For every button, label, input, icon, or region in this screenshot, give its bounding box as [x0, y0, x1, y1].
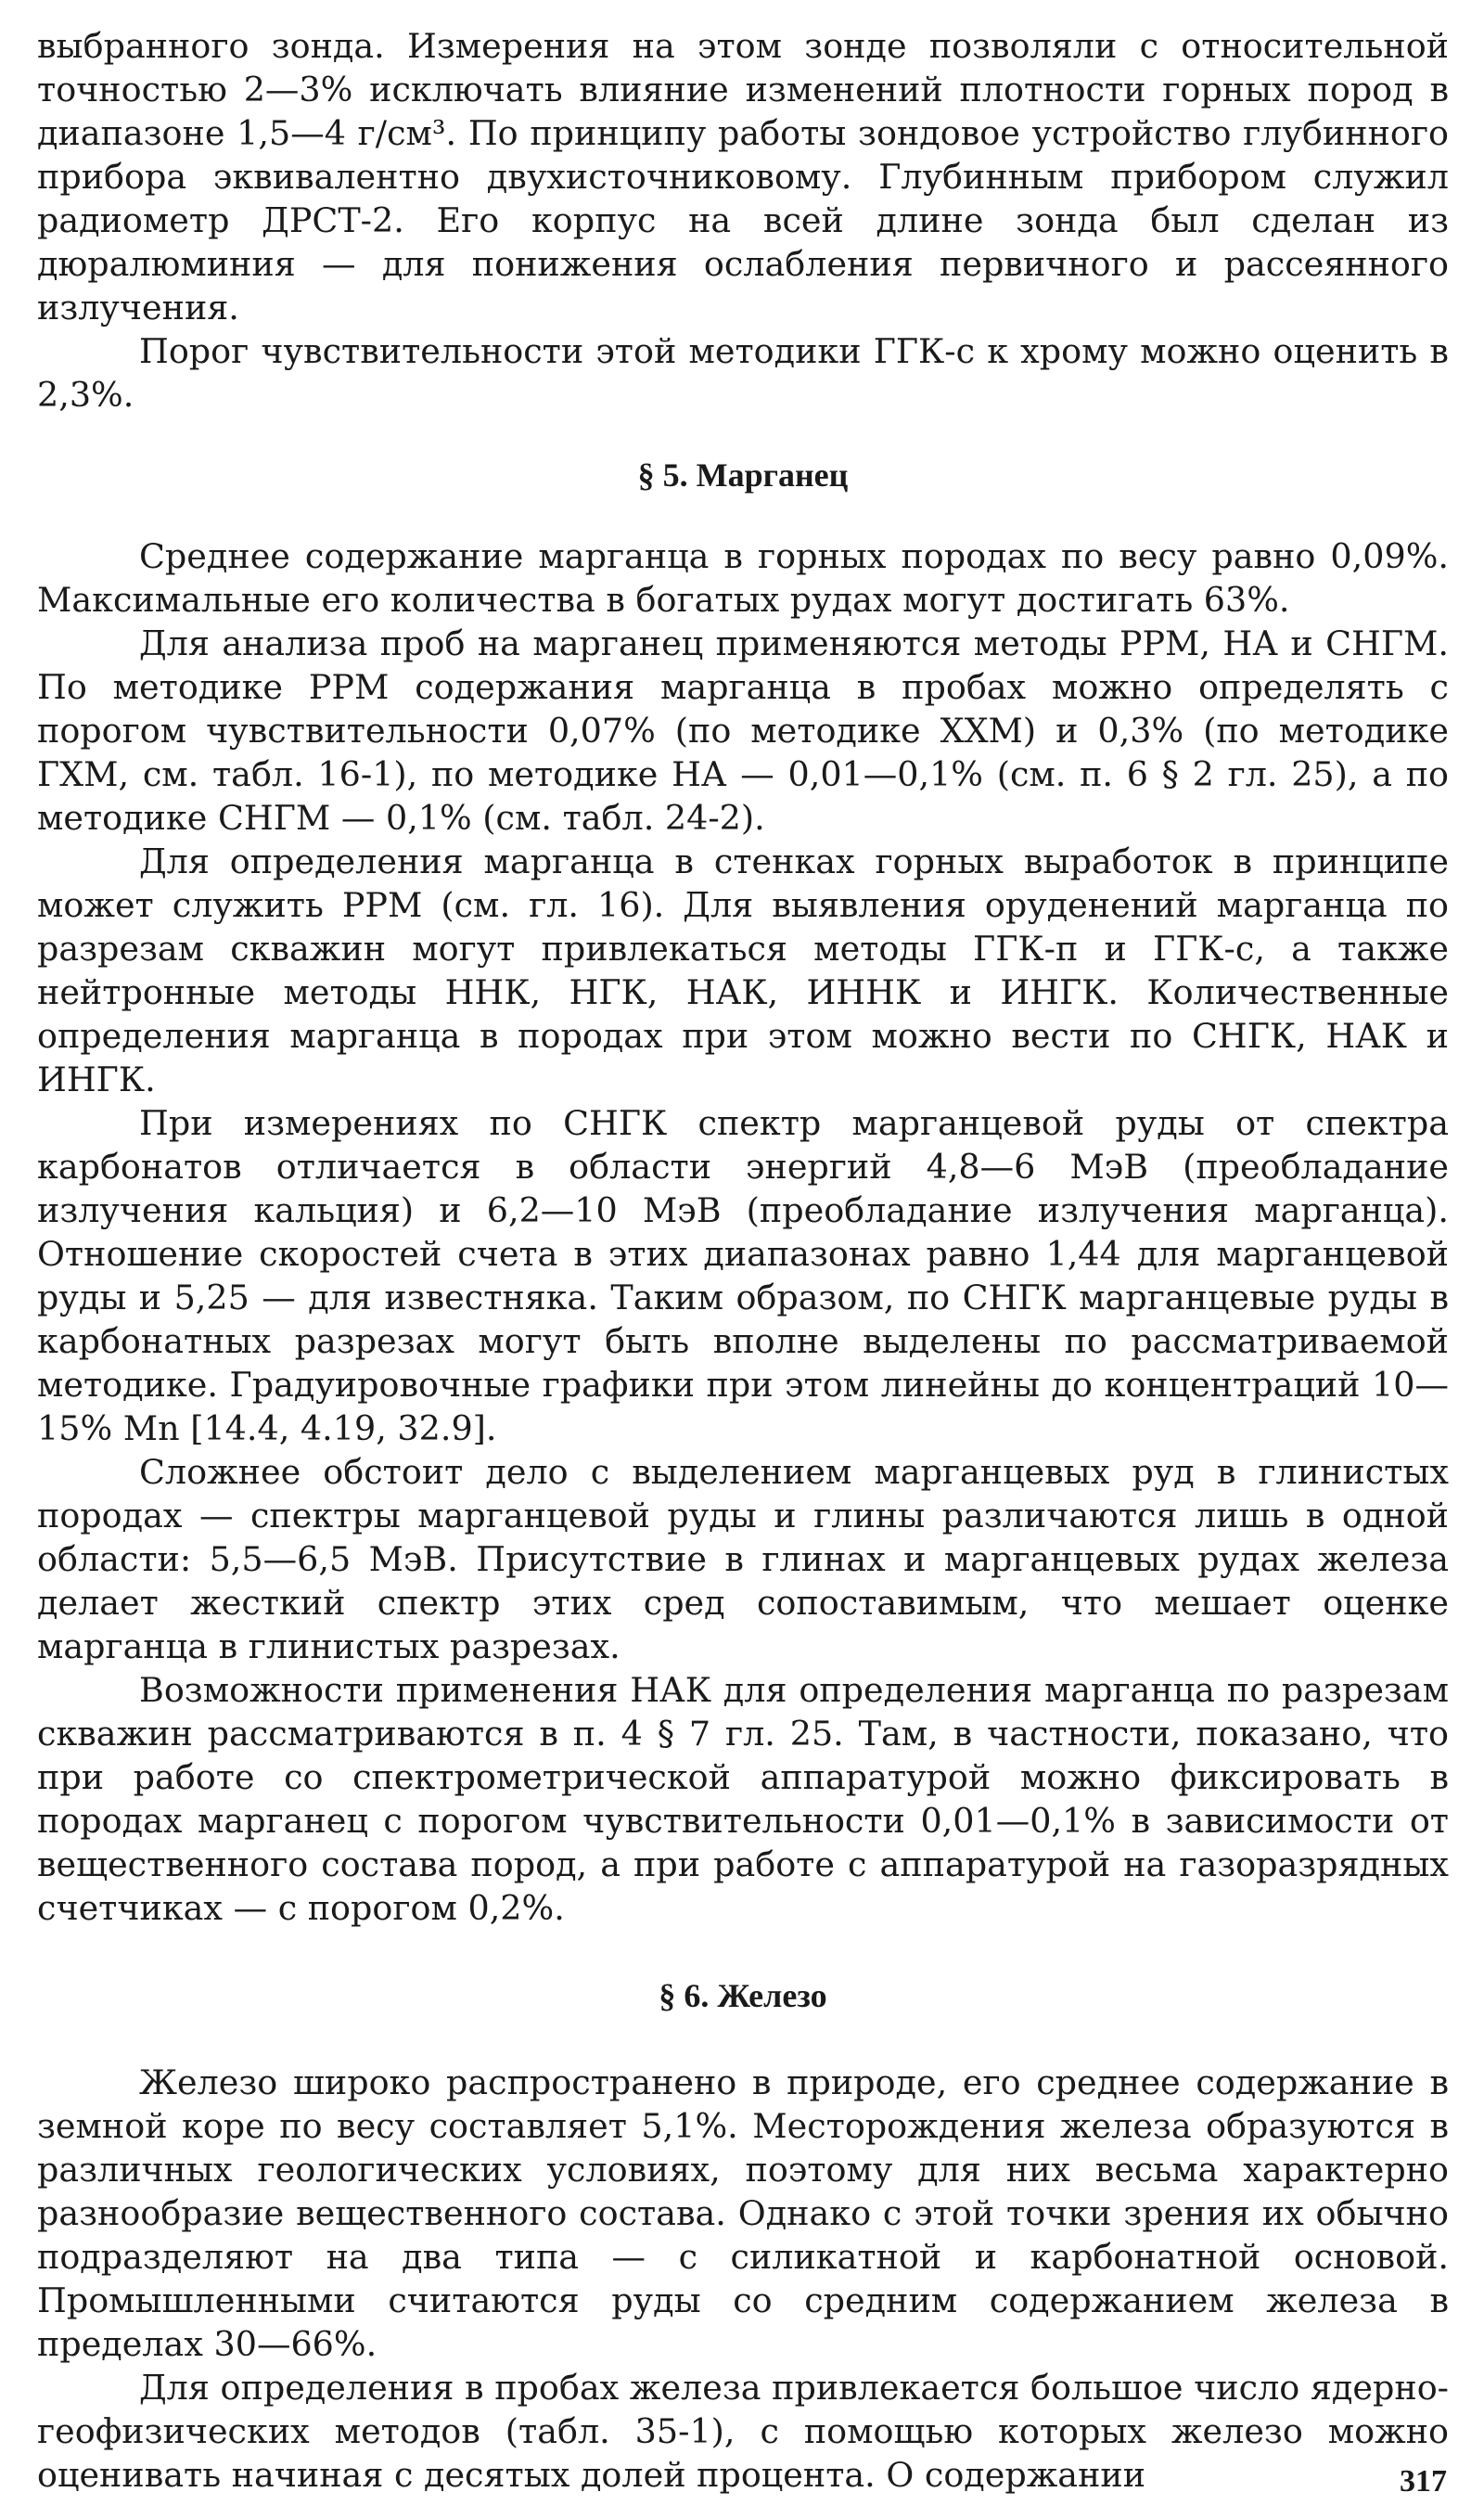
page-number: 317: [1400, 2464, 1447, 2499]
paragraph: При измерениях по СНГК спектр марганцевой руды от спектра карбонатов отличается в области энергий 4,8—6 МэВ (преобладание излучения кальция) и 6,2—10 МэВ (преобладание излучения марганца). Отношение скоростей счета в этих диапазонах равно 1,44 для марганцевой руды и 5,25 — для известняка. Таким образом, по СНГК марганцевые руды в карбонатных разрезах могут быть вполне выделены по рассматриваемой методике. Градуировочные графики при этом линейны до концентраций 10—15% Mn [14.4, 4.19, 32.9].: [37, 1103, 1449, 1448]
paragraph: Порог чувствительности этой методики ГГК-с к хрому можно оценить в 2,3%.: [37, 331, 1449, 415]
paragraph: Сложнее обстоит дело с выделением марганцевых руд в глинистых породах — спектры марганцевой руды и глины различаются лишь в одной области: 5,5—6,5 МэВ. Присутствие в глинах и марганцевых рудах железа делает жесткий спектр этих сред сопоставимым, что мешает оценке марганца в глинистых разрезах.: [37, 1452, 1449, 1666]
section-heading-iron: § 6. Железо: [659, 1977, 827, 2014]
paragraph: Железо широко распространено в природе, его среднее содержание в земной коре по весу составляет 5,1%. Месторождения железа образуются в различных геологических условиях, поэтому для них весьма характерно разнообразие вещественного состава. Однако с этой точки зрения их обычно подразделяют на два типа — с силикатной и карбонатной основой. Промышленными считаются руды со средним содержанием железа в пределах 30—66%.: [37, 2062, 1449, 2364]
paragraph-continued: выбранного зонда. Измерения на этом зонде позволяли с относительной точностью 2—3% исключать влияние изменений плотности горных пород в диапазоне 1,5—4 г/см³. По принципу работы зондовое устройство глубинного прибора эквивалентно двухисточниковому. Глубинным прибором служил радиометр ДРСТ-2. Его корпус на всей длине зонда был сделан из дюралюминия — для понижения ослабления первичного и рассеянного излучения.: [37, 26, 1449, 328]
paragraph: Возможности применения НАК для определения марганца по разрезам скважин рассматриваются в п. 4 § 7 гл. 25. Там, в частности, показано, что при работе со спектрометрической аппаратурой можно фиксировать в породах марганец с порогом чувствительности 0,01—0,1% в зависимости от вещественного состава пород, а при работе с аппаратурой на газоразрядных счетчиках — с порогом 0,2%.: [37, 1670, 1449, 1928]
section-heading-manganese: § 5. Марганец: [637, 456, 849, 494]
paragraph: Для определения в пробах железа привлекается большое число ядерно-геофизических методов (табл. 35-1), с помощью которых железо можно оценивать начиная с десятых долей процента. О содержании: [37, 2368, 1449, 2495]
paragraph: Для анализа проб на марганец применяются методы РРМ, НА и СНГМ. По методике РРМ содержания марганца в пробах можно определять с порогом чувствительности 0,07% (по методике ХХМ) и 0,3% (по методике ГХМ, см. табл. 16-1), по методике НА — 0,01—0,1% (см. п. 6 § 2 гл. 25), а по методике СНГМ — 0,1% (см. табл. 24-2).: [37, 623, 1449, 838]
paragraph: Для определения марганца в стенках горных выработок в принципе может служить РРМ (см. гл. 16). Для выявления оруденений марганца по разрезам скважин могут привлекаться методы ГГК-п и ГГК-с, а также нейтронные методы ННК, НГК, НАК, ИННК и ИНГК. Количественные определения марганца в породах при этом можно вести по СНГК, НАК и ИНГК.: [37, 841, 1449, 1099]
paragraph: Среднее содержание марганца в горных породах по весу равно 0,09%. Максимальные его количества в богатых рудах могут достигать 63%.: [37, 536, 1449, 620]
